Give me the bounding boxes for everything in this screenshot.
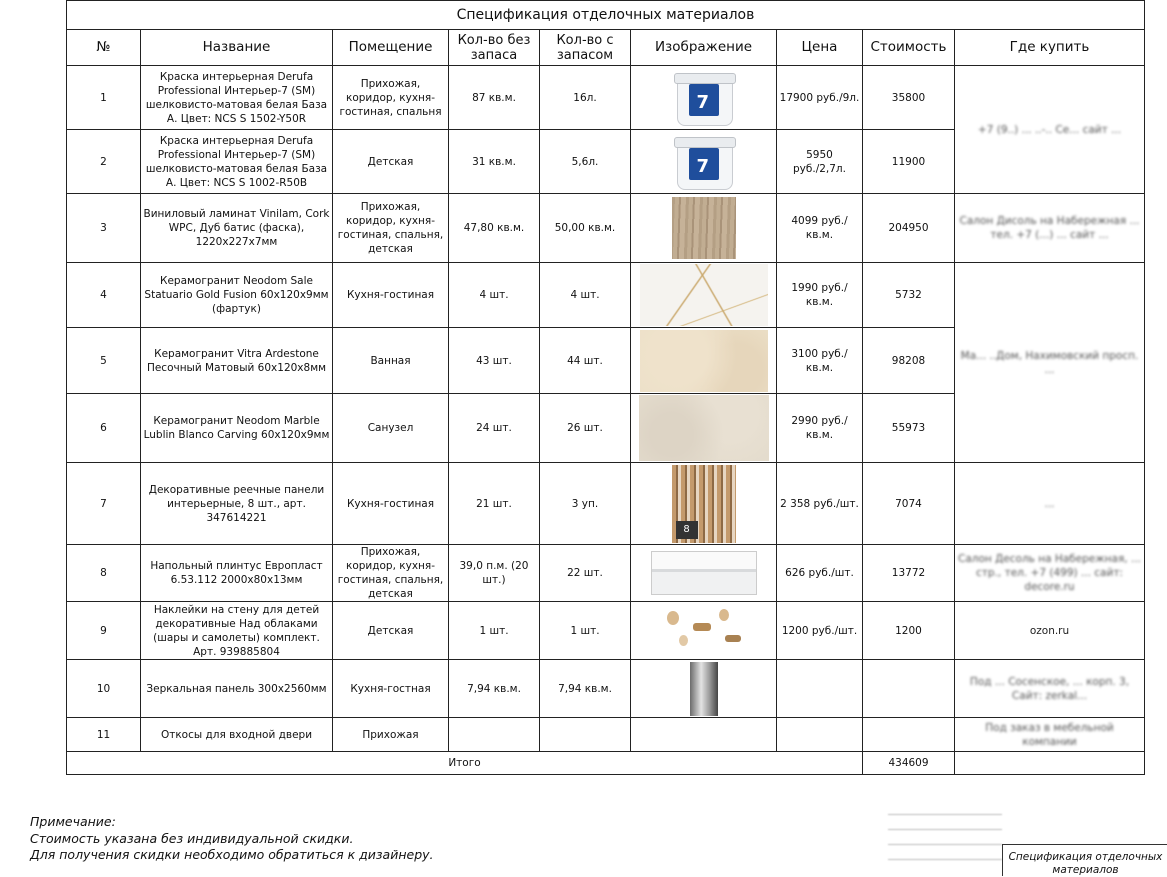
paint-bucket-image: 7 — [671, 134, 737, 190]
row-price — [777, 718, 863, 752]
row-qty-reserve: 50,00 кв.м. — [540, 194, 631, 263]
row-room: Прихожая, коридор, кухня-гостиная, спальня, детская — [333, 545, 449, 602]
row-name: Откосы для входной двери — [141, 718, 333, 752]
row-room: Детская — [333, 602, 449, 660]
row-room: Прихожая — [333, 718, 449, 752]
row-num: 5 — [67, 328, 141, 394]
row-image — [631, 130, 777, 194]
row-cost: 55973 — [863, 394, 955, 463]
row-image — [631, 328, 777, 394]
row-price: 626 руб./шт. — [777, 545, 863, 602]
row-cost: 11900 — [863, 130, 955, 194]
table-row — [67, 194, 1145, 263]
table-row — [67, 66, 1145, 130]
row-qty-reserve: 4 шт. — [540, 263, 631, 328]
row-qty-reserve — [540, 718, 631, 752]
row-name: Наклейки на стену для детей декоративные Над облаками (шары и самолеты) комплект. Арт. 939885804 — [141, 602, 333, 660]
stone-sand-image — [640, 330, 768, 392]
table-row — [67, 545, 1145, 602]
table-title: Спецификация отделочных материалов — [67, 1, 1145, 30]
paint-bucket-image: 7 — [671, 70, 737, 126]
row-num: 4 — [67, 263, 141, 328]
row-room: Кухня-гостиная — [333, 463, 449, 545]
total-value: 434609 — [863, 752, 955, 775]
total-row — [67, 752, 1145, 775]
row-image — [631, 602, 777, 660]
row-room: Санузел — [333, 394, 449, 463]
row-where: ... — [955, 463, 1145, 545]
table-row — [67, 660, 1145, 718]
row-num: 11 — [67, 718, 141, 752]
row-image — [631, 545, 777, 602]
row-price: 1200 руб./шт. — [777, 602, 863, 660]
row-num: 7 — [67, 463, 141, 545]
col-header-price: Цена — [777, 30, 863, 66]
table-row — [67, 463, 1145, 545]
row-room: Прихожая, коридор, кухня-гостиная, спальня — [333, 66, 449, 130]
row-where: Салон Дисоль на Набережная ... тел. +7 (...) ... сайт ... — [955, 194, 1145, 263]
row-name: Виниловый ламинат Vinilam, Cork WPC, Дуб батис (фаска), 1220х227х7мм — [141, 194, 333, 263]
row-image — [631, 66, 777, 130]
row-qty: 7,94 кв.м. — [449, 660, 540, 718]
row-price: 2990 руб./кв.м. — [777, 394, 863, 463]
col-header-cost: Стоимость — [863, 30, 955, 66]
row-cost: 13772 — [863, 545, 955, 602]
row-qty: 31 кв.м. — [449, 130, 540, 194]
row-qty: 43 шт. — [449, 328, 540, 394]
row-qty-reserve: 44 шт. — [540, 328, 631, 394]
row-qty-reserve: 1 шт. — [540, 602, 631, 660]
slat-panel-image: 8 — [672, 465, 736, 543]
table-row — [67, 718, 1145, 752]
row-where: +7 (9..) ... ..-.. Се... сайт ... — [955, 66, 1145, 194]
row-where: Ма... ..Дом, Нахимовский просп. ... — [955, 263, 1145, 463]
title-stamp — [1002, 844, 1167, 876]
note-line-2: Для получения скидки необходимо обратиться к дизайнеру. — [30, 847, 434, 862]
row-qty-reserve: 7,94 кв.м. — [540, 660, 631, 718]
col-header-where: Где купить — [955, 30, 1145, 66]
col-header-room: Помещение — [333, 30, 449, 66]
row-name: Декоративные реечные панели интерьерные, 8 шт., арт. 347614221 — [141, 463, 333, 545]
row-qty: 21 шт. — [449, 463, 540, 545]
row-room: Кухня-гостиная — [333, 263, 449, 328]
row-room: Детская — [333, 130, 449, 194]
row-where: Салон Десоль на Набережная, ... стр., тел. +7 (499) ... сайт: decore.ru — [955, 545, 1145, 602]
row-cost: 98208 — [863, 328, 955, 394]
total-empty — [955, 752, 1145, 775]
row-num: 8 — [67, 545, 141, 602]
row-name: Керамогранит Vitra Ardestone Песочный Матовый 60х120х8мм — [141, 328, 333, 394]
col-header-name: Название — [141, 30, 333, 66]
row-qty: 87 кв.м. — [449, 66, 540, 130]
stickers-image — [659, 605, 749, 657]
row-qty-reserve: 22 шт. — [540, 545, 631, 602]
row-cost: 1200 — [863, 602, 955, 660]
row-num: 9 — [67, 602, 141, 660]
col-header-qty-reserve: Кол-во с запасом — [540, 30, 631, 66]
row-price: 1990 руб./кв.м. — [777, 263, 863, 328]
row-qty-reserve: 3 уп. — [540, 463, 631, 545]
note-block — [30, 814, 434, 864]
row-qty: 47,80 кв.м. — [449, 194, 540, 263]
row-price: 4099 руб./кв.м. — [777, 194, 863, 263]
row-qty: 1 шт. — [449, 602, 540, 660]
row-image — [631, 660, 777, 718]
row-qty: 39,0 п.м. (20 шт.) — [449, 545, 540, 602]
col-header-qty: Кол-во без запаса — [449, 30, 540, 66]
table-row — [67, 263, 1145, 328]
row-image — [631, 394, 777, 463]
row-qty-reserve: 16л. — [540, 66, 631, 130]
mirror-image — [690, 662, 718, 716]
spec-table — [66, 0, 1145, 775]
row-qty — [449, 718, 540, 752]
plinth-image — [651, 551, 757, 595]
row-name: Краска интерьерная Derufa Professional Интерьер-7 (SM) шелковисто-матовая белая База А. Цвет: NCS S 1002-R50B — [141, 130, 333, 194]
row-num: 3 — [67, 194, 141, 263]
row-price: 17900 руб./9л. — [777, 66, 863, 130]
row-where: Под заказ в мебельной компании — [955, 718, 1145, 752]
row-cost — [863, 718, 955, 752]
row-where: Под ... Сосенское, ... корп. 3, Сайт: zerkal... — [955, 660, 1145, 718]
row-qty: 4 шт. — [449, 263, 540, 328]
table-row — [67, 602, 1145, 660]
row-name: Керамогранит Neodom Marble Lublin Blanco Carving 60х120х9мм — [141, 394, 333, 463]
stamp-title: Спецификация отделочных материалов — [1008, 851, 1163, 876]
specification-sheet — [66, 0, 1144, 775]
total-label: Итого — [67, 752, 863, 775]
row-name: Напольный плинтус Европласт 6.53.112 2000х80х13мм — [141, 545, 333, 602]
row-image — [631, 263, 777, 328]
row-price: 3100 руб./кв.м. — [777, 328, 863, 394]
stamp-blurred-lines — [888, 800, 1002, 875]
col-header-num: № — [67, 30, 141, 66]
marble-white-image — [640, 264, 768, 326]
row-where: ozon.ru — [955, 602, 1145, 660]
row-price — [777, 660, 863, 718]
row-image — [631, 463, 777, 545]
row-cost: 204950 — [863, 194, 955, 263]
row-qty-reserve: 5,6л. — [540, 130, 631, 194]
row-cost: 7074 — [863, 463, 955, 545]
row-num: 6 — [67, 394, 141, 463]
row-price: 2 358 руб./шт. — [777, 463, 863, 545]
row-num: 10 — [67, 660, 141, 718]
laminate-image — [672, 197, 736, 259]
row-num: 1 — [67, 66, 141, 130]
row-name: Краска интерьерная Derufa Professional Интерьер-7 (SM) шелковисто-матовая белая База А. Цвет: NCS S 1502-Y50R — [141, 66, 333, 130]
row-cost: 5732 — [863, 263, 955, 328]
col-header-image: Изображение — [631, 30, 777, 66]
row-name: Зеркальная панель 300х2560мм — [141, 660, 333, 718]
note-heading: Примечание: — [30, 814, 116, 829]
note-line-1: Стоимость указана без индивидуальной скидки. — [30, 830, 354, 846]
row-cost: 35800 — [863, 66, 955, 130]
marble-beige-image — [639, 395, 769, 461]
row-room: Кухня-гостная — [333, 660, 449, 718]
row-image — [631, 194, 777, 263]
row-image — [631, 718, 777, 752]
row-price: 5950 руб./2,7л. — [777, 130, 863, 194]
row-qty-reserve: 26 шт. — [540, 394, 631, 463]
row-name: Керамогранит Neodom Sale Statuario Gold Fusion 60х120х9мм (фартук) — [141, 263, 333, 328]
row-qty: 24 шт. — [449, 394, 540, 463]
row-num: 2 — [67, 130, 141, 194]
row-room: Ванная — [333, 328, 449, 394]
row-room: Прихожая, коридор, кухня-гостиная, спальня, детская — [333, 194, 449, 263]
row-cost — [863, 660, 955, 718]
